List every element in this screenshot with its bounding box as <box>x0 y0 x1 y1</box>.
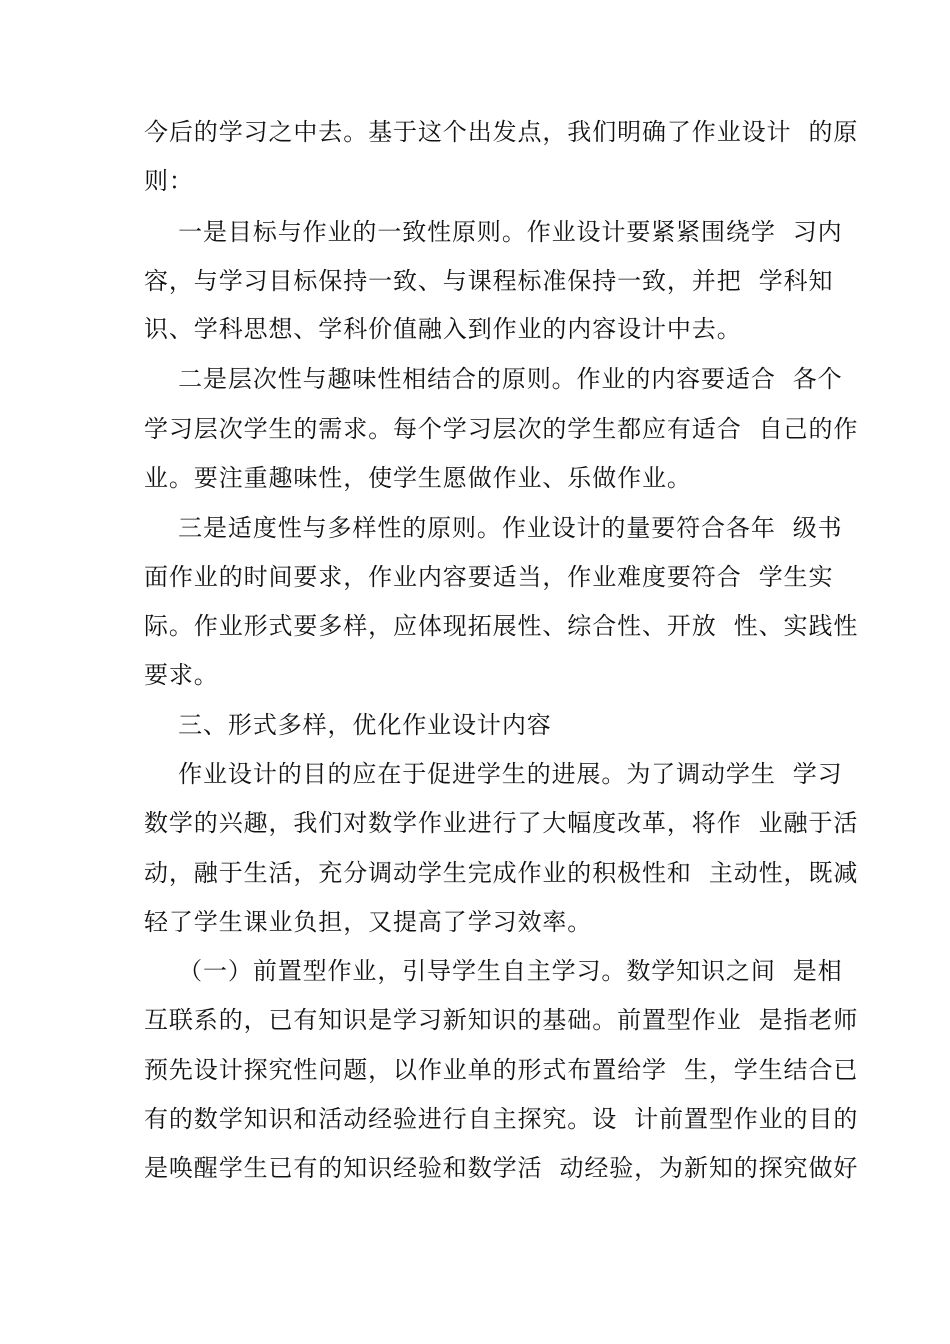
text-line: 三是适度性与多样性的原则。作业设计的量要符合各年 级书 <box>144 514 843 542</box>
text-line: 互联系的，已有知识是学习新知识的基础。前置型作业 是指老师 <box>144 1006 859 1034</box>
text-line: 作业设计的目的应在于促进学生的进展。为了调动学生 学习 <box>144 760 843 788</box>
text-line: 有的数学知识和活动经验进行自主探究。设 计前置型作业的目的 <box>144 1105 859 1133</box>
text-line: 数学的兴趣，我们对数学作业进行了大幅度改革，将作 业融于活 <box>144 809 859 837</box>
text-line: 今后的学习之中去。基于这个出发点，我们明确了作业设计 的原 <box>144 118 859 146</box>
text-line: （一）前置型作业，引导学生自主学习。数学知识之间 是相 <box>144 957 843 985</box>
text-line: 轻了学生课业负担，又提高了学习效率。 <box>144 908 593 936</box>
text-line: 要求。 <box>144 661 219 689</box>
text-line: 际。作业形式要多样，应体现拓展性、综合性、开放 性、实践性 <box>144 612 859 640</box>
text-line: 学习层次学生的需求。每个学习层次的学生都应有适合 自己的作 <box>144 415 859 443</box>
text-line: 业。要注重趣味性，使学生愿做作业、乐做作业。 <box>144 464 692 492</box>
text-line: 一是目标与作业的一致性原则。作业设计要紧紧围绕学 习内 <box>144 218 843 246</box>
text-line: 动，融于生活，充分调动学生完成作业的积极性和 主动性，既减 <box>144 859 859 887</box>
text-line: 预先设计探究性问题，以作业单的形式布置给学 生，学生结合已 <box>144 1056 859 1084</box>
text-line: 则： <box>144 167 194 195</box>
text-line: 面作业的时间要求，作业内容要适当，作业难度要符合 学生实 <box>144 563 834 591</box>
text-line: 识、学科思想、学科价值融入到作业的内容设计中去。 <box>144 315 742 343</box>
text-line: 是唤醒学生已有的知识经验和数学活 动经验，为新知的探究做好 <box>144 1154 859 1182</box>
text-line: 二是层次性与趣味性相结合的原则。作业的内容要适合 各个 <box>144 365 843 393</box>
section-heading: 三、形式多样，优化作业设计内容 <box>144 711 552 739</box>
text-line: 容，与学习目标保持一致、与课程标准保持一致，并把 学科知 <box>144 267 834 295</box>
